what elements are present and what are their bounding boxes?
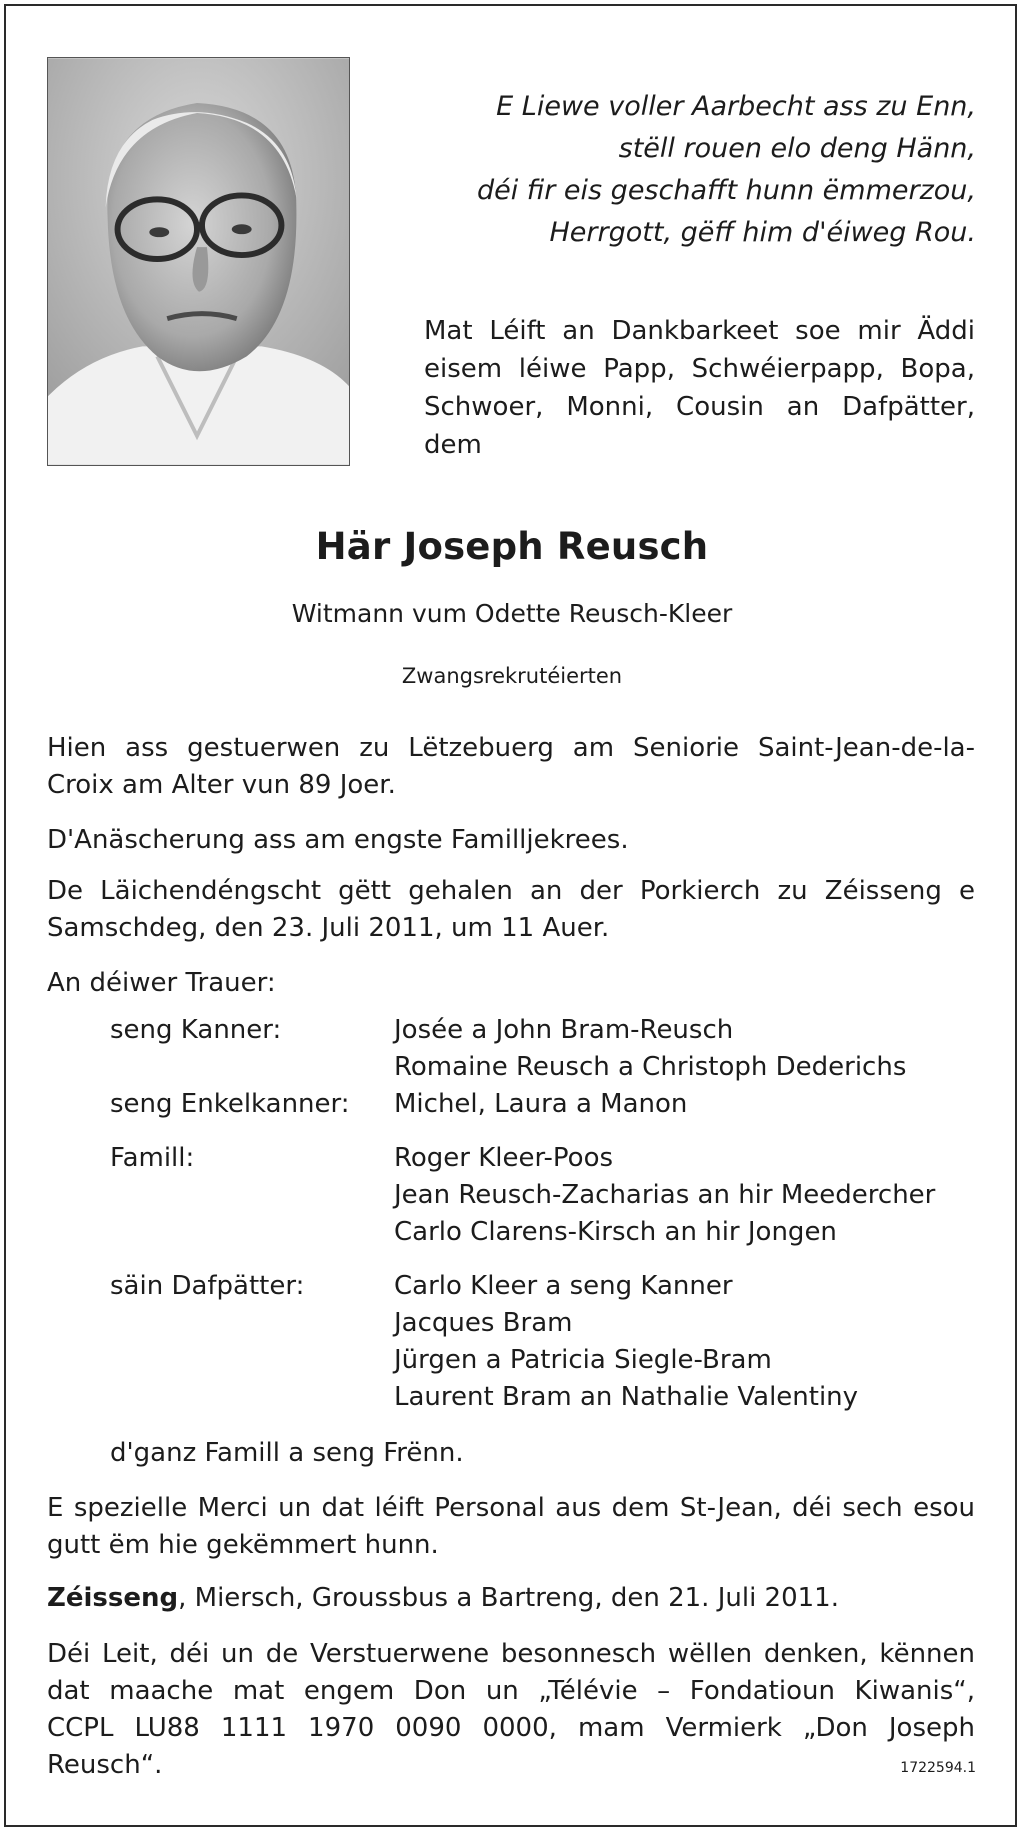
mourner-name: Jean Reusch-Zacharias an hir Meedercher (394, 1180, 936, 1210)
mourner-label: säin Dafpätter: (110, 1271, 305, 1301)
mourner-label: seng Kanner: (110, 1015, 282, 1045)
poem-line: Herrgott, gëff him d'éiweg Rou. (549, 217, 976, 248)
thanks-line: E spezielle Merci un dat léift Personal aus dem St-Jean, déi sech esou (47, 1493, 975, 1523)
role-line: Zwangsrekrutéierten (401, 664, 623, 688)
donation-paragraph (47, 1636, 975, 1784)
donation-line: CCPL LU88 1111 1970 0090 0000, mam Vermierk „Don Joseph (47, 1713, 975, 1743)
mourner-name: Josée a John Bram-Reusch (394, 1015, 734, 1045)
mourner-name: Roger Kleer-Poos (394, 1143, 614, 1173)
place-date-line (47, 1580, 975, 1617)
intro-line: Mat Léift an Dankbarkeet soe mir Äddi (424, 316, 975, 346)
portrait-photo (47, 57, 350, 466)
intro-line: eisem léiwe Papp, Schwéierpapp, Bopa, (424, 354, 975, 384)
place-date-rest: , Miersch, Groussbus a Bartreng, den 21. Juli 2011. (178, 1583, 839, 1613)
mass-line: Samschdeg, den 23. Juli 2011, um 11 Auer. (47, 913, 610, 943)
donation-line: Déi Leit, déi un de Verstuerwene besonnesch wëllen denken, kënnen (47, 1639, 975, 1669)
death-notice (47, 730, 975, 804)
memorial-poem (416, 86, 976, 254)
funeral-mass (47, 873, 975, 947)
mourner-name: Laurent Bram an Nathalie Valentiny (394, 1382, 859, 1412)
poem-line: E Liewe voller Aarbecht ass zu Enn, (496, 91, 976, 122)
intro-line: dem (424, 430, 482, 460)
place-name: Zéisseng (47, 1583, 179, 1613)
cremation-note: D'Anäscherung ass am engste Familljekrees. (47, 825, 629, 855)
widower-line: Witmann vum Odette Reusch-Kleer (291, 599, 733, 628)
donation-line: dat maache mat engem Don un „Télévie – Fondatioun Kiwanis“, (47, 1676, 975, 1706)
donation-line: Reusch“. (47, 1750, 163, 1780)
mourner-name: Romaine Reusch a Christoph Dederichs (394, 1052, 907, 1082)
thanks-line: gutt ëm hie gekëmmert hunn. (47, 1530, 439, 1560)
mourner-label: Famill: (110, 1143, 195, 1173)
deceased-name: Här Joseph Reusch (315, 525, 709, 568)
mourner-name: Jacques Bram (394, 1308, 573, 1338)
intro-line: Schwoer, Monni, Cousin an Dafpätter, (424, 392, 975, 422)
farewell-intro (424, 312, 975, 464)
death-notice-line: Croix am Alter vun 89 Joer. (47, 770, 396, 800)
poem-line: stëll rouen elo deng Hänn, (618, 133, 976, 164)
mourners-header: An déiwer Trauer: (47, 968, 276, 998)
portrait-image (48, 58, 349, 465)
mourner-label: seng Enkelkanner: (110, 1089, 350, 1119)
mass-line: De Läichendéngscht gëtt gehalen an der Porkierch zu Zéisseng e (47, 876, 975, 906)
mourner-name: Jürgen a Patricia Siegle-Bram (394, 1345, 772, 1375)
mourner-name: Carlo Kleer a seng Kanner (394, 1271, 733, 1301)
mourner-name: Michel, Laura a Manon (394, 1089, 688, 1119)
whole-family-line: d'ganz Famill a seng Frënn. (110, 1438, 464, 1468)
death-notice-line: Hien ass gestuerwen zu Lëtzebuerg am Seniorie Saint-Jean-de-la- (47, 733, 975, 763)
poem-line: déi fir eis geschafft hunn ëmmerzou, (476, 175, 976, 206)
reference-number: 1722594.1 (900, 1760, 976, 1776)
mourner-name: Carlo Clarens-Kirsch an hir Jongen (394, 1217, 837, 1247)
thanks-paragraph (47, 1490, 975, 1564)
